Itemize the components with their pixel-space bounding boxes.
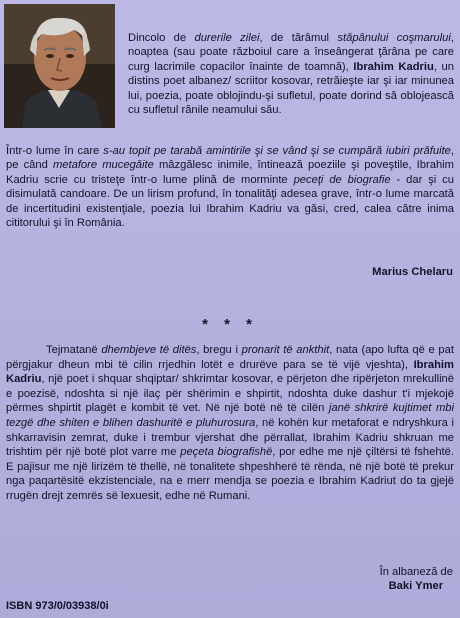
para2-text-segment: , në kohën kur metaforat e ndryshkura i shkarravisin zemrat, duke i trembur vjershat dhe përrallat, Ibrahim Kadriu shkruan me trishtim për një botë plot varre me — [6, 416, 454, 459]
para1-text-segment: mâzgălesc inimile, întinează poeziile şi poveştile, Ibrahim Kadriu scrie cu tristeţe într-o lume plină de morminte — [6, 159, 454, 186]
translation-label: În albaneză de — [379, 566, 453, 578]
intro-text-segment: , noaptea (sau poate războiul care a înseângerat ţărâna pe care curg lacrimile copacilor înainte de toamnă), — [128, 32, 454, 73]
intro-text-segment: stăpânului coşmarului — [337, 32, 451, 44]
albanian-paragraph — [6, 343, 454, 504]
intro-text-segment: durerile zilei — [194, 32, 260, 44]
para2-text-segment: , nata (apo lufta që e pat përgjakur dheun mbi të cilin rrjedhin lotët e drurëve para se të vijë vjeshta), — [6, 344, 454, 371]
para2-text-segment: Tejmatanë — [46, 344, 102, 356]
para2-text-segment: , një poet i shquar shqiptar/ shkrimtar kosovar, e përjeton dhe ripërjeton mrekullinë e poezisë, ndoshta si një ilaç për shërimin e shpirtit, ndoshta duke dashur t'i mjekojë përmes shpirtit plagët e kombit të vet. Në një botë në të cilën — [6, 373, 454, 415]
translator-name: Baki Ymer — [388, 580, 444, 592]
intro-text-segment: Ibrahim Kadriu — [353, 60, 434, 73]
para2-text-segment: Ibrahim Kadriu — [6, 358, 454, 386]
para2-text-segment: , por edhe me një çiltërsi të fshehtë. E pajisur me një lirizëm të thellë, në tonalitete shpeshherë të rënda, në një botë të prekur nga paqartësitë ekzistenciale, na e merr mendja se poezia e Ibrahim Kadriut do ta gjejë rrugën drejt zemrës së lexuesit, edhe në Rumani. — [6, 446, 454, 502]
para2-text-segment: dhembjeve të ditës — [101, 344, 197, 356]
section-separator: * * * — [202, 316, 258, 333]
translation-credit — [380, 565, 453, 593]
intro-text-segment: , de tărâmul — [259, 32, 338, 44]
isbn-number: ISBN 973/0/03938/0i — [6, 600, 109, 612]
para2-text-segment: janë shkrirë kujtimet mbi tezgë dhe shiten e blihen dashuritë e pluhurosura — [6, 402, 454, 429]
para1-text-segment: s-au topit pe tarabă amintirile şi se vând şi se cumpără iubiri prăfuite — [103, 145, 451, 157]
para1-text-segment: metafore mucegăite — [52, 159, 154, 172]
para1-text-segment: , pe când — [6, 145, 455, 172]
intro-paragraph — [128, 31, 454, 117]
para2-text-segment: , bregu i — [196, 344, 242, 356]
para2-text-segment: peçeta biografishë — [180, 446, 273, 459]
intro-text-segment: Dincolo de — [128, 32, 195, 44]
para1-text-segment: Într-o lume în care — [6, 145, 104, 157]
author-photo — [4, 4, 115, 128]
para1-text-segment: peceţi de biografie — [293, 173, 391, 186]
para1-text-segment: - dar şi cu disimulată candoare. De un lirism profund, în tonalităţi adesea grave, într-o lume marcată de incertitudini existenţiale, poezia lui Ibrahim Kadriu va găsi, cred, calea către inima cititorului şi în România. — [6, 173, 455, 230]
author-signature: Marius Chelaru — [372, 266, 453, 278]
romanian-paragraph — [6, 144, 454, 230]
intro-text-segment: , un distins poet albanez/ scriitor kosovar, retrăieşte iar şi iar minunea lui, poezia, poate oblojindu-şi sufletul, poate dorind să oblojească cu sufletul rănile neamului său. — [128, 60, 454, 117]
para2-text-segment: pronarit të ankthit — [241, 344, 330, 356]
